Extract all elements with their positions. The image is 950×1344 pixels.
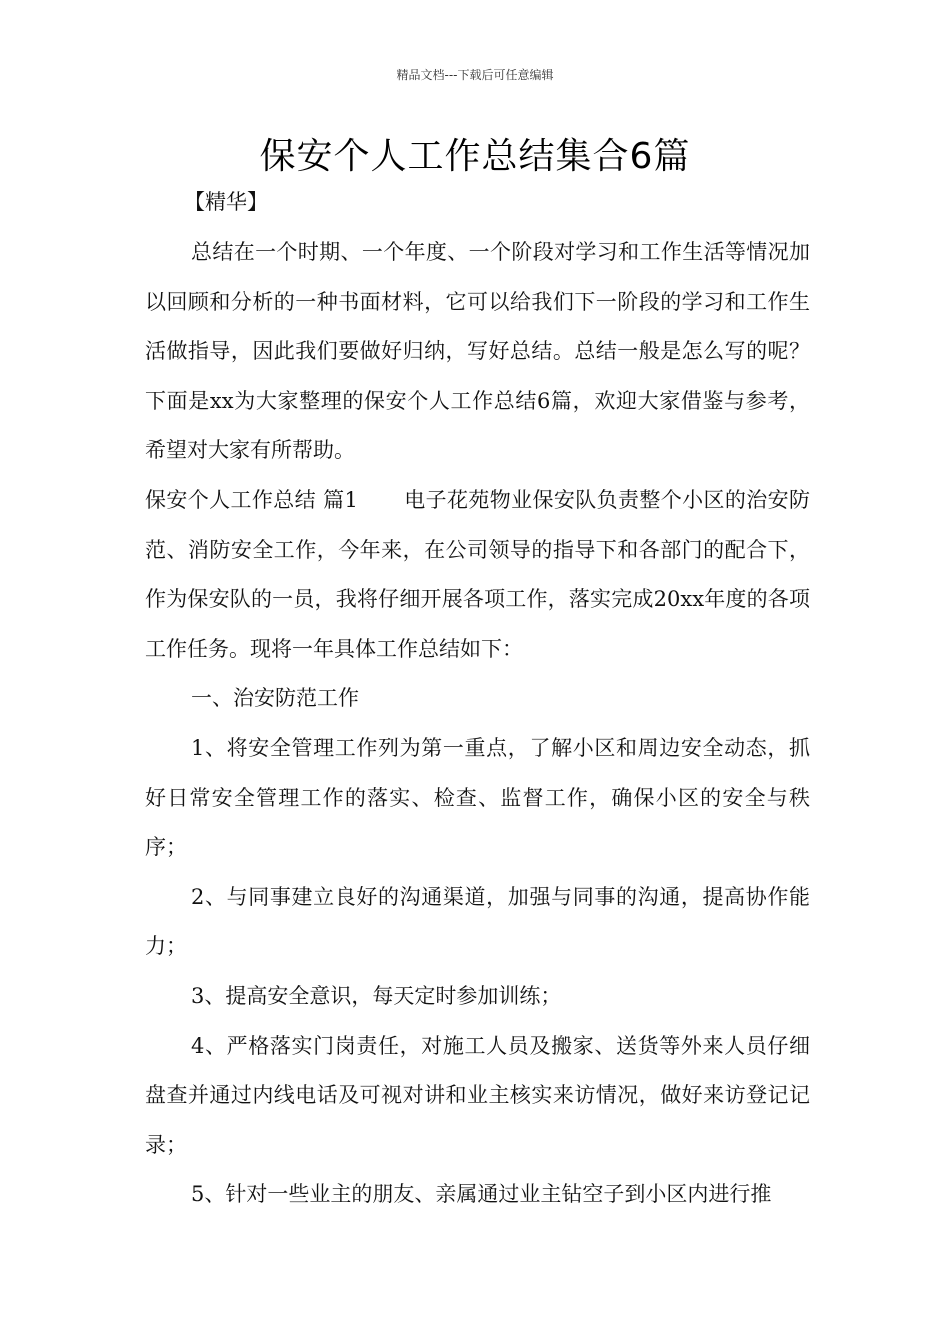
section-1-text: 电子花苑物业保安队负责整个小区的治安防范、消防安全工作，今年来，在公司领导的指导下和各部门的配合下，作为保安队的一员，我将仔细开展各项工作，落实完成20xx年度的各项工作任务。现将一年具体工作总结如下： [145, 487, 810, 661]
list-item: 3、提高安全意识，每天定时参加训练； [191, 983, 562, 1008]
subheading: 一、治安防范工作 [191, 686, 359, 711]
list-item: 4、严格落实门岗责任，对施工人员及搬家、送货等外来人员仔细盘查并通过内线电话及可视对讲和业主核实来访情况，做好来访登记记录； [145, 1033, 810, 1157]
document-body [145, 228, 810, 1220]
list-item: 2、与同事建立良好的沟通渠道，加强与同事的沟通，提高协作能力； [145, 884, 810, 959]
document-title: 保安个人工作总结集合6篇 [259, 136, 691, 177]
list-item: 5、针对一些业主的朋友、亲属通过业主钻空子到小区内进行推 [191, 1182, 772, 1207]
section-1-paragraph [145, 476, 810, 674]
tag-label: 【精华】 [184, 190, 268, 214]
header-note: 精品文档---下载后可任意编辑 [396, 68, 554, 82]
list-item: 1、将安全管理工作列为第一重点，了解小区和周边安全动态，抓好日常安全管理工作的落实、检查、监督工作，确保小区的安全与秩序； [145, 735, 810, 860]
section-1-heading: 保安个人工作总结 篇1 [145, 487, 358, 512]
intro-paragraph: 总结在一个时期、一个年度、一个阶段对学习和工作生活等情况加以回顾和分析的一种书面材料，它可以给我们下一阶段的学习和工作生活做指导，因此我们要做好归纳，写好总结。总结一般是怎么写的呢？下面是xx为大家整理的保安个人工作总结6篇，欢迎大家借鉴与参考，希望对大家有所帮助。 [145, 240, 810, 463]
